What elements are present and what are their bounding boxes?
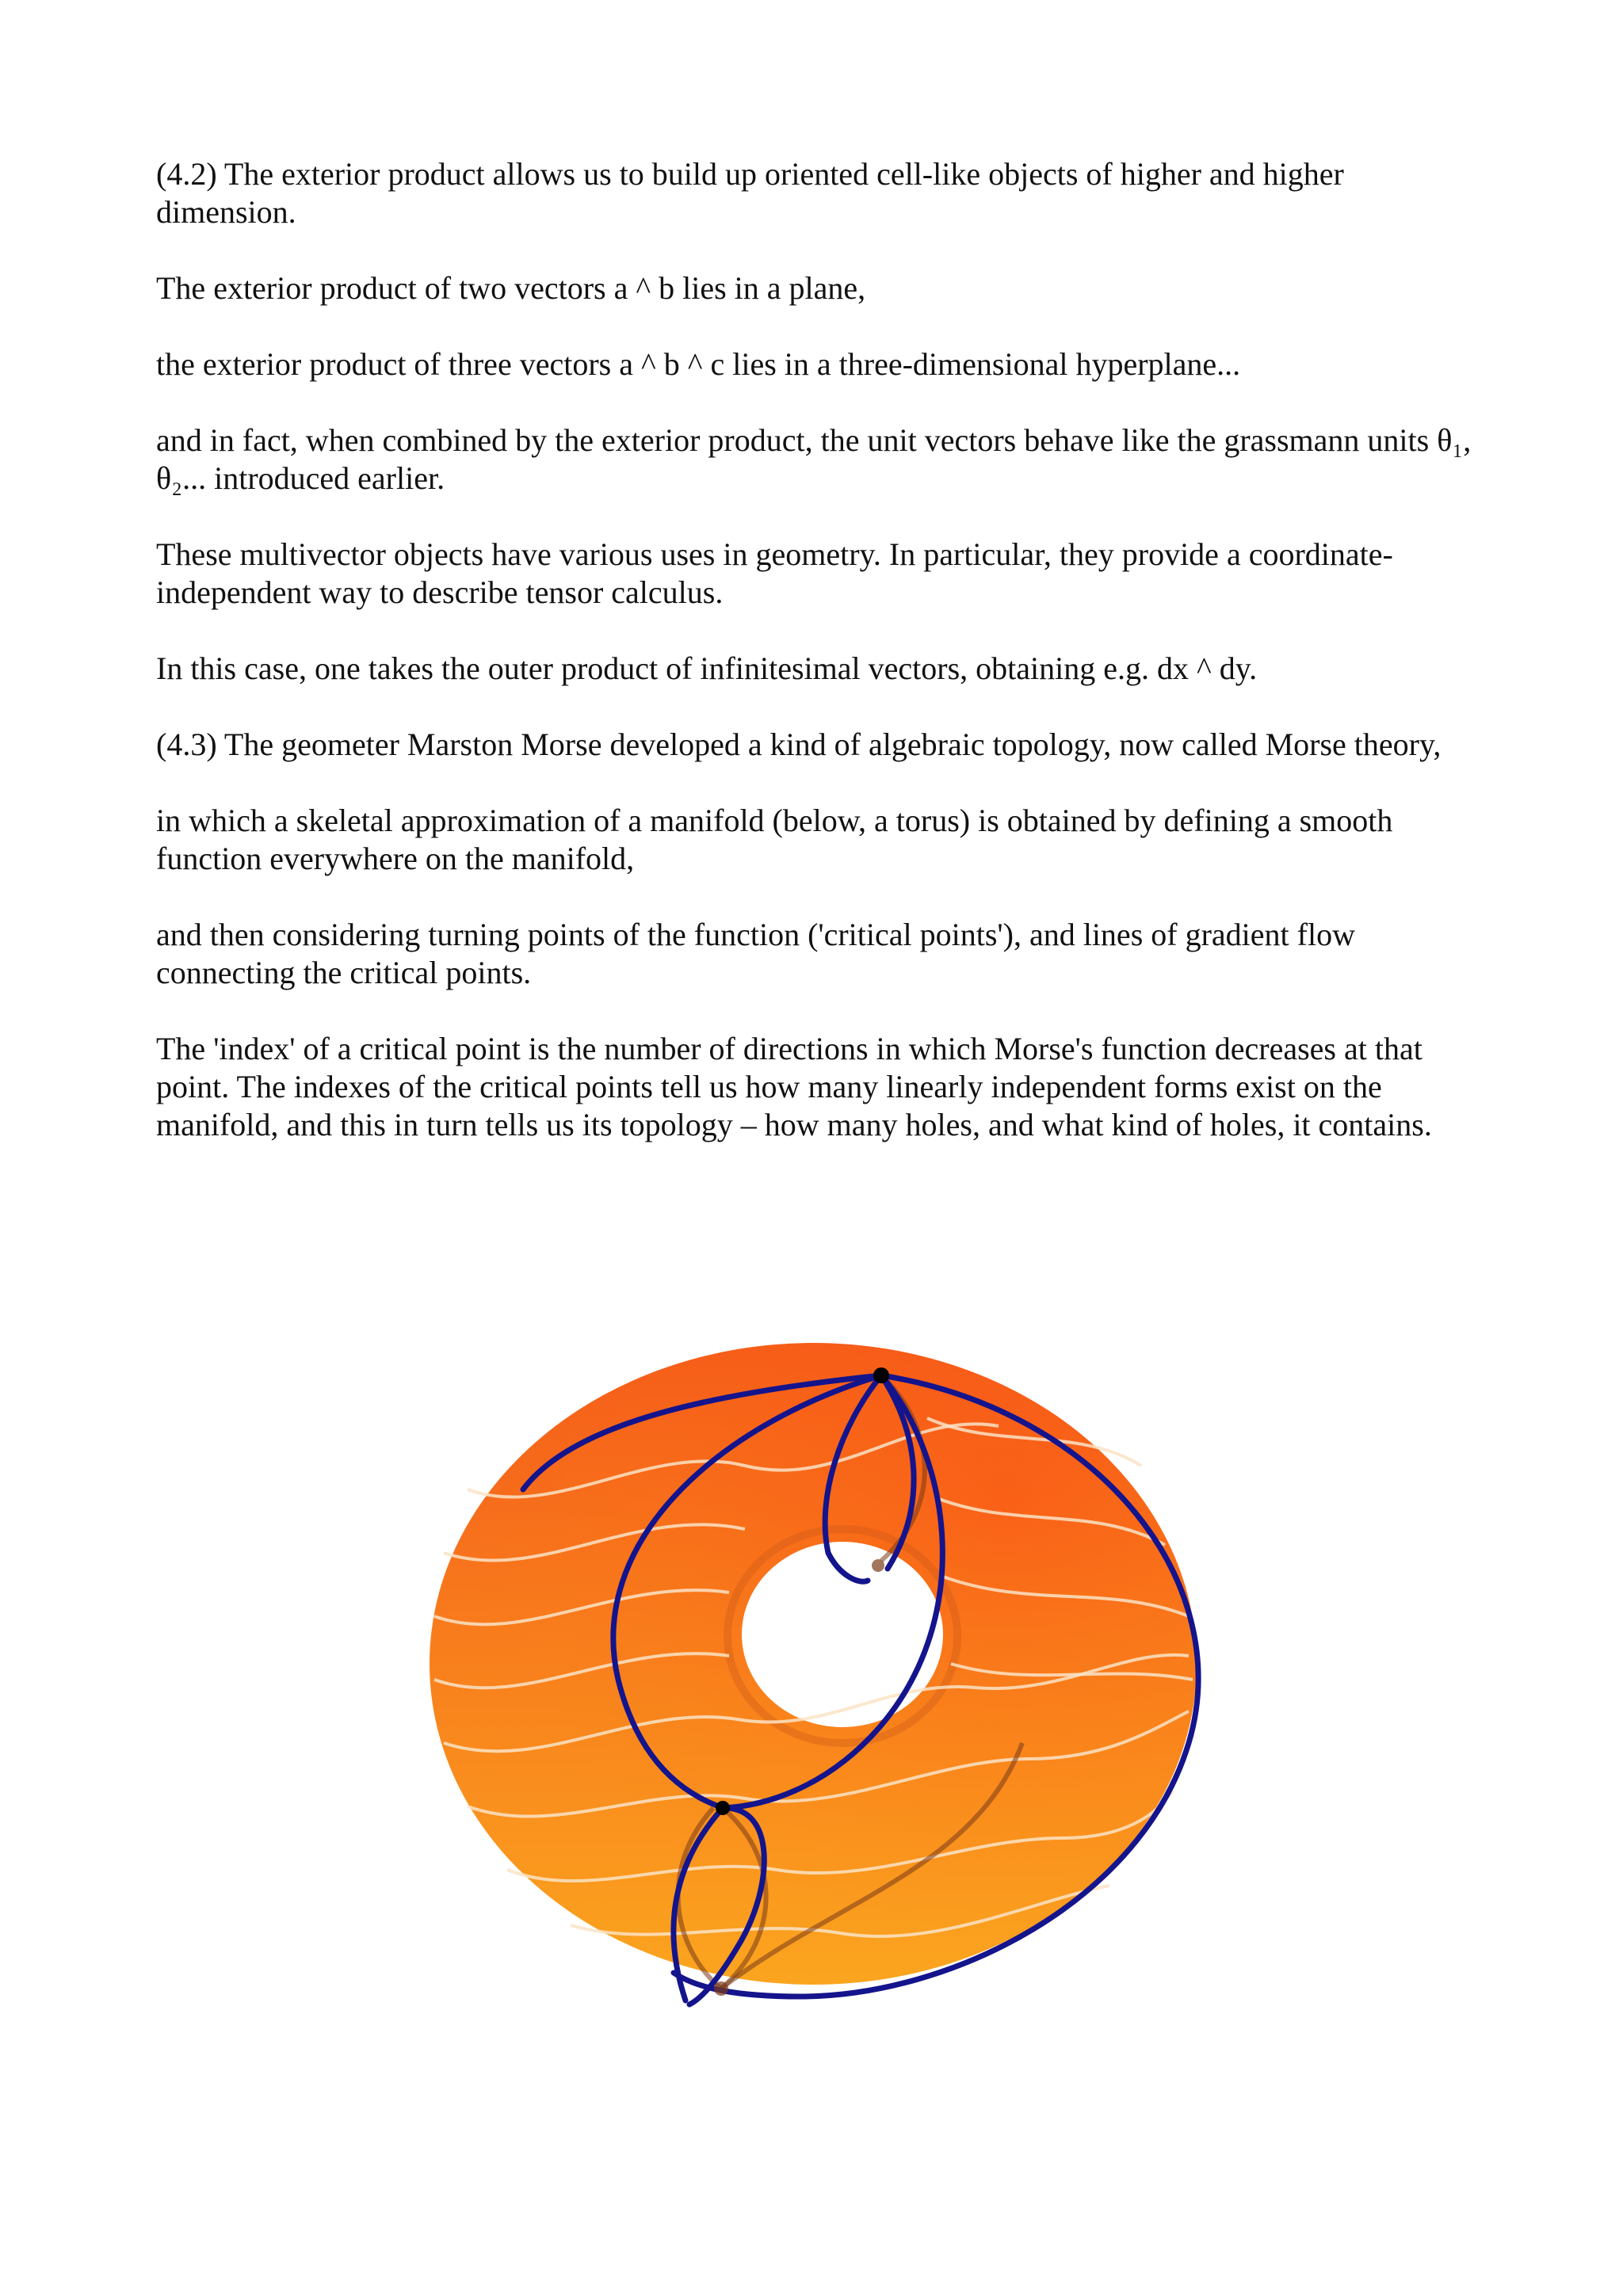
paragraph-two-vectors: The exterior product of two vectors a ^ b lies in a plane, (156, 270, 866, 306)
paragraph-index-definition: The 'index' of a critical point is the number of directions in which Morse's function decreases at that point. The indexes of the critical points tell us how many linearly independent forms exist on the manifold, and this in turn tells us its topology – how many holes, and what kind of holes, it contains. (156, 1031, 1432, 1142)
body-text (156, 155, 1480, 1182)
torus-figure (412, 1331, 1244, 2123)
critical-point-min-hidden (714, 1981, 728, 1996)
critical-point-saddle-hidden (872, 1559, 884, 1572)
critical-point-max (873, 1367, 889, 1383)
paragraph-skeletal-approximation: in which a skeletal approximation of a manifold (below, a torus) is obtained by defining a smooth function everywhere on the manifold, (156, 803, 1393, 876)
paragraph-morse-theory: (4.3) The geometer Marston Morse developed a kind of algebraic topology, now called Morse theory, (156, 727, 1442, 762)
critical-point-saddle (716, 1801, 730, 1815)
paragraph-three-vectors: the exterior product of three vectors a ^ b ^ c lies in a three-dimensional hyperplane... (156, 346, 1241, 382)
paragraph-exterior-product-intro: (4.2) The exterior product allows us to build up oriented cell-like objects of higher and higher dimension. (156, 156, 1344, 230)
torus-shading (430, 1343, 1197, 1985)
paragraph-grassmann-units: and in fact, when combined by the exterior product, the unit vectors behave like the grassmann units θ₁, θ₂... introduced earlier. (156, 422, 1472, 496)
paragraph-infinitesimal-vectors: In this case, one takes the outer product of infinitesimal vectors, obtaining e.g. dx ^ dy. (156, 650, 1258, 686)
paragraph-multivector-uses: These multivector objects have various uses in geometry. In particular, they provide a coordinate-independent way to describe tensor calculus. (156, 536, 1393, 610)
paragraph-critical-points: and then considering turning points of the function ('critical points'), and lines of gradient flow connecting the critical points. (156, 917, 1355, 990)
torus-illustration (412, 1331, 1244, 2123)
